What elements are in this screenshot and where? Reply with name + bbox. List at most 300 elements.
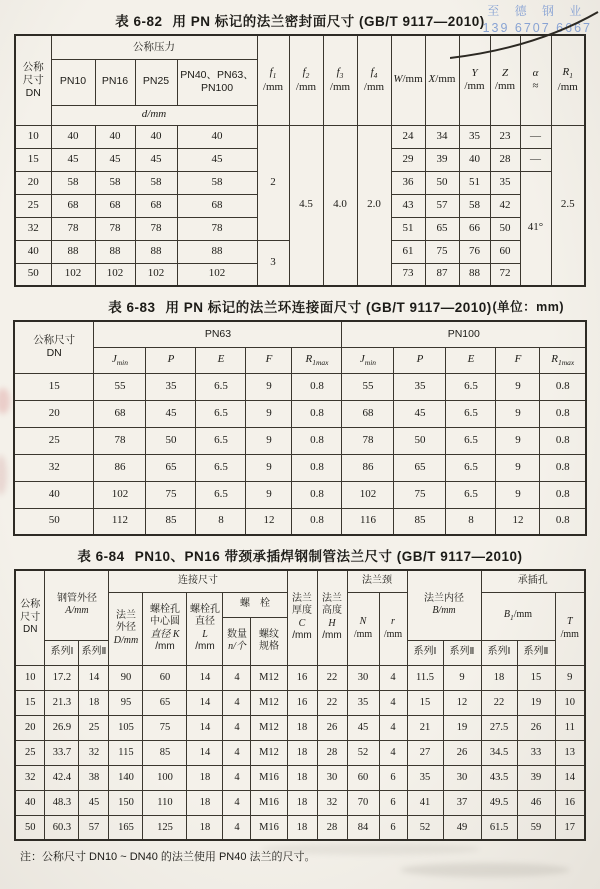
cell: 9 <box>496 454 540 481</box>
cell: M16 <box>251 790 287 815</box>
cell: 25 <box>79 715 109 740</box>
cell: 4 <box>223 665 251 690</box>
group-header-bolt: 螺 栓 <box>223 592 287 617</box>
cell: 84 <box>347 815 379 840</box>
cell: 60 <box>143 665 187 690</box>
cell: 18 <box>287 815 317 840</box>
cell: 55 <box>342 373 394 400</box>
group-header-pipe-od: 钢管外径 A/mm <box>45 570 109 640</box>
cell-r1: 2.5 <box>551 125 585 286</box>
cell: 8 <box>446 508 496 535</box>
cell: 100 <box>143 765 187 790</box>
cell: 28 <box>490 148 520 171</box>
cell: 60 <box>347 765 379 790</box>
cell: 22 <box>317 665 347 690</box>
col-header-bolt-hole-l: 螺栓孔 直径 L /mm <box>187 592 223 665</box>
cell: 102 <box>95 263 135 286</box>
watermark-phone: 139 6707 6667 <box>482 20 592 35</box>
cell: 102 <box>135 263 177 286</box>
cell: 45 <box>347 715 379 740</box>
cell: 105 <box>109 715 143 740</box>
cell: 10 <box>555 690 585 715</box>
cell: 17 <box>555 815 585 840</box>
cell: 50 <box>15 263 51 286</box>
cell: 9 <box>496 481 540 508</box>
cell: 11.5 <box>407 665 443 690</box>
table2-unit-note: (单位：mm) <box>492 300 564 314</box>
col-header-e: E <box>446 347 496 373</box>
cell: 26 <box>517 715 555 740</box>
cell: 6.5 <box>446 427 496 454</box>
cell: 68 <box>51 194 95 217</box>
cell: M16 <box>251 815 287 840</box>
col-header-n: N /mm <box>347 592 379 665</box>
cell: 70 <box>347 790 379 815</box>
cell: 6 <box>379 815 407 840</box>
scan-artifact <box>400 863 570 877</box>
cell: 0.8 <box>540 454 586 481</box>
footnote: 注：公称尺寸 DN10 ~ DN40 的法兰使用 PN40 法兰的尺寸。 <box>20 851 316 863</box>
col-header-pn25: PN25 <box>135 59 177 105</box>
cell: 49 <box>443 815 481 840</box>
cell: 140 <box>109 765 143 790</box>
cell: 35 <box>459 125 490 148</box>
cell: 26 <box>443 740 481 765</box>
cell: 10 <box>15 125 51 148</box>
cell: 112 <box>94 508 146 535</box>
cell: 9 <box>496 400 540 427</box>
cell: 59 <box>517 815 555 840</box>
cell: 40 <box>15 790 45 815</box>
col-header-series1: 系列Ⅰ <box>481 640 517 665</box>
cell: 0.8 <box>292 508 342 535</box>
table3-title-text: PN10、PN16 带颈承插焊钢制管法兰尺寸 (GB/T 9117—2010) <box>134 549 523 564</box>
cell: 13 <box>555 740 585 765</box>
col-header-r: r /mm <box>379 592 407 665</box>
col-header-bolt-circle-k: 螺栓孔 中心圆 直径 K /mm <box>143 592 187 665</box>
cell-alpha-dash: — <box>520 148 551 171</box>
cell: 18 <box>287 740 317 765</box>
col-header-thread-spec: 螺纹 规格 <box>251 617 287 665</box>
cell: 18 <box>287 790 317 815</box>
cell: 33.7 <box>45 740 79 765</box>
cell: 18 <box>187 790 223 815</box>
cell: 14 <box>187 690 223 715</box>
table-6-83 <box>13 320 587 536</box>
cell: 116 <box>342 508 394 535</box>
cell: 58 <box>95 171 135 194</box>
cell: 0.8 <box>540 400 586 427</box>
cell: 12 <box>443 690 481 715</box>
cell: 18 <box>79 690 109 715</box>
cell: 9 <box>496 373 540 400</box>
cell: 37 <box>443 790 481 815</box>
table1-title-text: 用 PN 标记的法兰密封面尺寸 (GB/T 9117—2010) <box>172 14 485 29</box>
cell: 4 <box>379 690 407 715</box>
col-header-pn10: PN10 <box>51 59 95 105</box>
col-header-jmin: $J_{min}$ <box>94 347 146 373</box>
cell-alpha-dash: — <box>520 125 551 148</box>
table-row <box>15 690 585 715</box>
cell: 40 <box>14 481 94 508</box>
cell: 68 <box>177 194 257 217</box>
col-header-f1: $f_1$ /mm <box>257 35 289 125</box>
cell: 15 <box>407 690 443 715</box>
col-header-p: P <box>394 347 446 373</box>
cell: 6.5 <box>196 400 246 427</box>
cell: 102 <box>51 263 95 286</box>
cell: 102 <box>94 481 146 508</box>
cell: 42.4 <box>45 765 79 790</box>
cell: 40 <box>459 148 490 171</box>
cell: 45 <box>95 148 135 171</box>
cell: 18 <box>187 815 223 840</box>
cell: 26.9 <box>45 715 79 740</box>
cell: 50 <box>15 815 45 840</box>
cell: 34 <box>425 125 459 148</box>
cell: 65 <box>146 454 196 481</box>
cell: 75 <box>146 481 196 508</box>
table-row <box>14 427 586 454</box>
cell: 78 <box>342 427 394 454</box>
cell: 19 <box>443 715 481 740</box>
cell: 30 <box>347 665 379 690</box>
table-row <box>15 765 585 790</box>
cell: 14 <box>187 715 223 740</box>
cell: 0.8 <box>540 508 586 535</box>
table-row <box>15 665 585 690</box>
cell: 90 <box>109 665 143 690</box>
cell: 25 <box>15 740 45 765</box>
cell: 45 <box>146 400 196 427</box>
cell: 19 <box>517 690 555 715</box>
cell: 40 <box>177 125 257 148</box>
cell: 25 <box>15 194 51 217</box>
cell: 18 <box>287 715 317 740</box>
cell: 4 <box>223 740 251 765</box>
cell: 72 <box>490 263 520 286</box>
cell: 75 <box>143 715 187 740</box>
cell: 10 <box>15 665 45 690</box>
cell: 4 <box>379 740 407 765</box>
watermark-company: 至 德 钢 业 <box>487 4 588 18</box>
cell: 20 <box>15 171 51 194</box>
cell-f2: 4.5 <box>289 125 323 286</box>
group-header-neck: 法兰颈 <box>347 570 407 592</box>
cell-f4: 2.0 <box>357 125 391 286</box>
cell: 4 <box>223 690 251 715</box>
cell: 65 <box>425 217 459 240</box>
cell: 50 <box>394 427 446 454</box>
col-header-z: Z /mm <box>490 35 520 125</box>
col-header-height-h: 法兰 高度 H /mm <box>317 570 347 665</box>
cell: 9 <box>246 400 292 427</box>
subheader-d-mm: d/mm <box>51 105 257 125</box>
cell: 115 <box>109 740 143 765</box>
cell: 35 <box>407 765 443 790</box>
cell: 78 <box>95 217 135 240</box>
cell: 21 <box>407 715 443 740</box>
group-header-connection: 连接尺寸 <box>109 570 287 592</box>
cell: 0.8 <box>292 427 342 454</box>
cell: 68 <box>342 400 394 427</box>
col-header-bolt-count: 数量 n/个 <box>223 617 251 665</box>
col-header-p: P <box>146 347 196 373</box>
cell: 48.3 <box>45 790 79 815</box>
col-header-t: T /mm <box>555 592 585 665</box>
cell: 49.5 <box>481 790 517 815</box>
cell: 22 <box>317 690 347 715</box>
cell: M16 <box>251 765 287 790</box>
cell: 0.8 <box>292 400 342 427</box>
col-header-series2: 系列Ⅱ <box>517 640 555 665</box>
cell-alpha-41: 41° <box>520 171 551 286</box>
table-6-82 <box>14 34 586 287</box>
col-header-pn16: PN16 <box>95 59 135 105</box>
cell: 66 <box>459 217 490 240</box>
cell: 32 <box>15 217 51 240</box>
cell: M12 <box>251 740 287 765</box>
col-header-jmin: $J_{min}$ <box>342 347 394 373</box>
cell: 41 <box>407 790 443 815</box>
cell: 39 <box>517 765 555 790</box>
cell: 102 <box>177 263 257 286</box>
cell: 78 <box>135 217 177 240</box>
cell: 102 <box>342 481 394 508</box>
cell: 45 <box>135 148 177 171</box>
cell: 20 <box>15 715 45 740</box>
cell: 0.8 <box>540 481 586 508</box>
cell: 4 <box>223 715 251 740</box>
cell: 16 <box>287 690 317 715</box>
cell: 6 <box>379 765 407 790</box>
cell: 0.8 <box>292 373 342 400</box>
cell: 6.5 <box>196 481 246 508</box>
table-row <box>14 373 586 400</box>
cell: 18 <box>481 665 517 690</box>
cell: 28 <box>317 815 347 840</box>
table-row <box>14 400 586 427</box>
cell: 18 <box>187 765 223 790</box>
col-header-r1max: $R_{1max}$ <box>540 347 586 373</box>
cell: 88 <box>177 240 257 263</box>
cell-f1-lower: 3 <box>257 240 289 286</box>
cell: 16 <box>555 790 585 815</box>
cell: 73 <box>391 263 425 286</box>
cell: 52 <box>407 815 443 840</box>
scan-artifact <box>0 455 7 495</box>
col-header-e: E <box>196 347 246 373</box>
cell: 30 <box>317 765 347 790</box>
col-header-r1max: $R_{1max}$ <box>292 347 342 373</box>
col-header-r1: $R_1$ /mm <box>551 35 585 125</box>
cell: 88 <box>95 240 135 263</box>
table-row <box>14 454 586 481</box>
cell: 51 <box>459 171 490 194</box>
cell: 0.8 <box>292 454 342 481</box>
cell: 85 <box>143 740 187 765</box>
cell: 14 <box>555 765 585 790</box>
cell: 38 <box>79 765 109 790</box>
cell: 85 <box>146 508 196 535</box>
cell: 34.5 <box>481 740 517 765</box>
group-header-pn100: PN100 <box>342 321 586 347</box>
cell: 6.5 <box>446 454 496 481</box>
cell: 165 <box>109 815 143 840</box>
cell: 25 <box>14 427 94 454</box>
cell: 58 <box>135 171 177 194</box>
cell: 65 <box>394 454 446 481</box>
table-row <box>15 125 585 148</box>
cell: 9 <box>496 427 540 454</box>
cell: 50 <box>14 508 94 535</box>
cell: 58 <box>51 171 95 194</box>
cell: 17.2 <box>45 665 79 690</box>
table1-label: 表 6-82 <box>115 14 163 29</box>
col-header-series1: 系列Ⅰ <box>407 640 443 665</box>
cell: 40 <box>51 125 95 148</box>
col-header-series2: 系列Ⅱ <box>79 640 109 665</box>
cell: 110 <box>143 790 187 815</box>
cell: 4 <box>223 790 251 815</box>
table-row <box>15 790 585 815</box>
cell: 0.8 <box>540 373 586 400</box>
cell: 60.3 <box>45 815 79 840</box>
table2-title-text: 用 PN 标记的法兰环连接面尺寸 (GB/T 9117—2010) <box>165 300 492 315</box>
cell: 78 <box>177 217 257 240</box>
col-header-b1: $B_1/mm$ <box>481 592 555 640</box>
cell: 85 <box>394 508 446 535</box>
table-row <box>15 740 585 765</box>
table1-title <box>0 0 600 30</box>
cell: 45 <box>79 790 109 815</box>
cell: 8 <box>196 508 246 535</box>
cell: 32 <box>317 790 347 815</box>
cell: 95 <box>109 690 143 715</box>
cell: M12 <box>251 665 287 690</box>
table2-label: 表 6-83 <box>108 300 156 315</box>
cell: 14 <box>187 740 223 765</box>
cell: 9 <box>246 427 292 454</box>
col-header-x: X/mm <box>425 35 459 125</box>
cell: 87 <box>425 263 459 286</box>
cell: 18 <box>287 765 317 790</box>
cell: 35 <box>347 690 379 715</box>
cell: 4 <box>379 715 407 740</box>
cell: 40 <box>135 125 177 148</box>
cell: 58 <box>459 194 490 217</box>
cell: 57 <box>425 194 459 217</box>
cell: 58 <box>177 171 257 194</box>
cell: 68 <box>135 194 177 217</box>
cell: 23 <box>490 125 520 148</box>
table3-label: 表 6-84 <box>77 549 125 564</box>
cell: 6.5 <box>446 481 496 508</box>
col-header-f: F <box>496 347 540 373</box>
cell: 32 <box>15 765 45 790</box>
cell: 35 <box>490 171 520 194</box>
table-row <box>15 815 585 840</box>
cell: 61.5 <box>481 815 517 840</box>
cell: 26 <box>317 715 347 740</box>
cell: 150 <box>109 790 143 815</box>
col-header-alpha: α ≈ <box>520 35 551 125</box>
cell: 86 <box>342 454 394 481</box>
cell: 68 <box>95 194 135 217</box>
cell: 12 <box>496 508 540 535</box>
group-header-pressure: 公称压力 <box>51 35 257 59</box>
col-header-dn: 公称 尺寸 DN <box>15 570 45 665</box>
cell: 15 <box>15 690 45 715</box>
cell: 4 <box>223 765 251 790</box>
cell: 21.3 <box>45 690 79 715</box>
cell: 27.5 <box>481 715 517 740</box>
cell-f3: 4.0 <box>323 125 357 286</box>
col-header-series1: 系列Ⅰ <box>45 640 79 665</box>
cell: 6.5 <box>446 373 496 400</box>
cell: 36 <box>391 171 425 194</box>
cell: M12 <box>251 715 287 740</box>
cell: 32 <box>14 454 94 481</box>
cell: 51 <box>391 217 425 240</box>
col-header-pn40-63-100: PN40、PN63、PN100 <box>177 59 257 105</box>
cell: 9 <box>555 665 585 690</box>
cell: 11 <box>555 715 585 740</box>
cell: 0.8 <box>540 427 586 454</box>
cell: 88 <box>135 240 177 263</box>
cell: 27 <box>407 740 443 765</box>
col-header-w: W/mm <box>391 35 425 125</box>
cell: 4 <box>223 815 251 840</box>
col-header-dn: 公称 尺寸 DN <box>15 35 51 125</box>
scan-artifact <box>0 388 10 414</box>
cell: 9 <box>246 481 292 508</box>
cell: 14 <box>79 665 109 690</box>
cell: 20 <box>14 400 94 427</box>
cell: 61 <box>391 240 425 263</box>
cell: 125 <box>143 815 187 840</box>
cell: 45 <box>177 148 257 171</box>
cell: 6.5 <box>196 454 246 481</box>
cell: 32 <box>79 740 109 765</box>
table2-title <box>0 287 600 316</box>
table-row <box>15 715 585 740</box>
cell: 35 <box>146 373 196 400</box>
cell: 6.5 <box>196 427 246 454</box>
cell: 9 <box>246 373 292 400</box>
table3-title <box>0 536 600 565</box>
cell: 15 <box>14 373 94 400</box>
cell: 78 <box>94 427 146 454</box>
cell: 88 <box>459 263 490 286</box>
cell: 0.8 <box>292 481 342 508</box>
cell: 45 <box>394 400 446 427</box>
cell: 57 <box>79 815 109 840</box>
cell: 88 <box>51 240 95 263</box>
cell: 60 <box>490 240 520 263</box>
cell: 29 <box>391 148 425 171</box>
cell: 68 <box>94 400 146 427</box>
cell: 43.5 <box>481 765 517 790</box>
cell: 75 <box>394 481 446 508</box>
cell: 35 <box>394 373 446 400</box>
col-header-thickness-c: 法兰 厚度 C /mm <box>287 570 317 665</box>
cell: 4 <box>379 665 407 690</box>
cell: 75 <box>425 240 459 263</box>
table-row <box>14 481 586 508</box>
table-6-84 <box>14 569 586 841</box>
cell: 22 <box>481 690 517 715</box>
